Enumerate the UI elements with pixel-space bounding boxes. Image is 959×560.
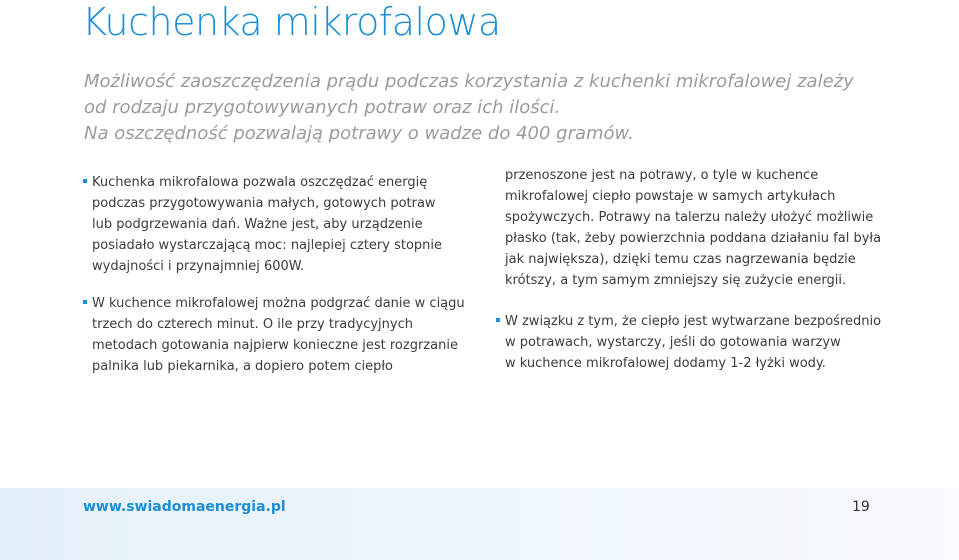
right-column	[505, 165, 885, 374]
paragraph-line: krótszy, a tym samym zmniejszy się zużycie energii.	[505, 273, 847, 288]
continued-paragraph	[505, 165, 885, 291]
bullet-paragraph	[505, 311, 885, 374]
bullet-square-icon	[83, 179, 87, 183]
bullet-square-icon	[496, 318, 500, 322]
paragraph-line: spożywczych. Potrawy na talerzu należy ułożyć możliwie	[505, 210, 874, 225]
intro-line: Na oszczędność pozwalają potrawy o wadze do 400 gramów.	[84, 123, 634, 144]
bullet-square-icon	[83, 300, 87, 304]
paragraph-line: palnika lub piekarnika, a dopiero potem ciepło	[92, 359, 394, 374]
paragraph-line: przenoszone jest na potrawy, o tyle w kuchence	[505, 168, 819, 183]
paragraph-line: w kuchence mikrofalowej dodamy 1-2 łyżki wody.	[505, 356, 826, 371]
bullet-paragraph	[92, 293, 472, 377]
paragraph-line: jak największa), dzięki temu czas nagrzewania będzie	[505, 252, 856, 267]
paragraph-line: W związku z tym, że ciepło jest wytwarzane bezpośrednio	[505, 314, 882, 329]
paragraph-line: płasko (tak, żeby powierzchnia poddana działaniu fal była	[505, 231, 882, 246]
paragraph-line: W kuchence mikrofalowej można podgrzać danie w ciągu	[92, 296, 465, 311]
paragraph-spacer	[92, 277, 472, 293]
paragraph-line: Kuchenka mikrofalowa pozwala oszczędzać energię	[92, 175, 428, 190]
left-column	[92, 172, 472, 377]
paragraph-line: mikrofalowej ciepło powstaje w samych artykułach	[505, 189, 836, 204]
bullet-paragraph	[92, 172, 472, 277]
intro-line: Możliwość zaoszczędzenia prądu podczas korzystania z kuchenki mikrofalowej zależy	[84, 71, 854, 92]
paragraph-line: metodach gotowania najpierw konieczne jest rozgrzanie	[92, 338, 458, 353]
paragraph-line: trzech do czterech minut. O ile przy tradycyjnych	[92, 317, 413, 332]
intro-line: od rodzaju przygotowywanych potraw oraz ich ilości.	[84, 97, 561, 118]
paragraph-line: w potrawach, wystarczy, jeśli do gotowania warzyw	[505, 335, 841, 350]
page-footer	[0, 488, 959, 560]
paragraph-line: posiadało wystarczającą moc: najlepiej cztery stopnie	[92, 238, 443, 253]
paragraph-spacer	[505, 291, 885, 311]
page-title: Kuchenka mikrofalowa	[82, 0, 501, 44]
paragraph-line: lub podgrzewania dań. Ważne jest, aby urządzenie	[92, 217, 423, 232]
website-link[interactable]: www.swiadomaenergia.pl	[83, 499, 286, 515]
paragraph-line: wydajności i przynajmniej 600W.	[92, 259, 305, 274]
intro-text	[84, 69, 854, 147]
page-number: 19	[852, 499, 870, 515]
paragraph-line: podczas przygotowywania małych, gotowych potraw	[92, 196, 436, 211]
